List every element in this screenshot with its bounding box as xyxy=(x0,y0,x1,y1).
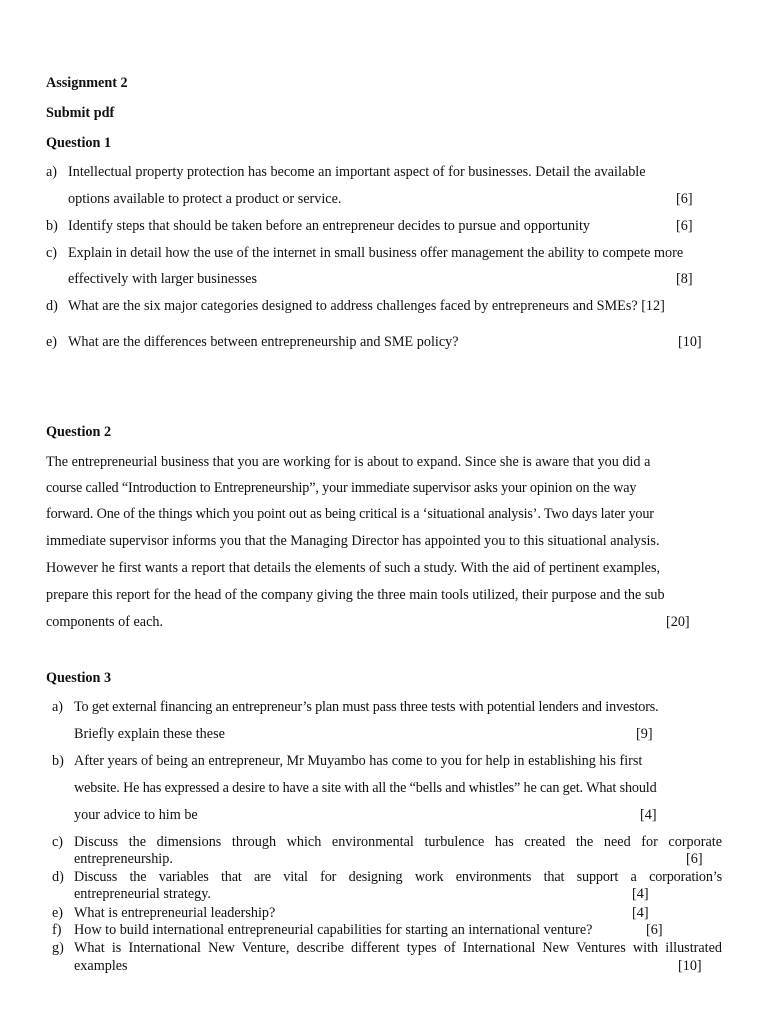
q1-c-marks: [8] xyxy=(676,271,693,287)
q3-a-letter: a) xyxy=(52,699,64,715)
q1-b-marks: [6] xyxy=(676,218,693,234)
q1-e-line-1: What are the differences between entrepreneurship and SME policy? xyxy=(68,334,459,350)
q3-b-letter: b) xyxy=(52,753,64,769)
q3-g-line-1: What is International New Venture, describe different types of International New Ventures with illustrated xyxy=(74,940,722,956)
q3-a-marks: [9] xyxy=(636,726,653,742)
q3-a-line-1: To get external financing an entrepreneur’s plan must pass three tests with potential lenders and investors. xyxy=(74,699,659,715)
q2-line-1: The entrepreneurial business that you are working for is about to expand. Since she is aware that you did a xyxy=(46,454,651,470)
q3-b-line-1: After years of being an entrepreneur, Mr Muyambo has come to you for help in establishing his first xyxy=(74,753,643,769)
assignment-title: Assignment 2 xyxy=(46,75,128,91)
q1-d-letter: d) xyxy=(46,298,58,314)
q2-marks: [20] xyxy=(666,614,690,630)
q3-b-line-3: your advice to him be xyxy=(74,807,198,823)
q3-g-marks: [10] xyxy=(678,958,702,974)
q2-line-4: immediate supervisor informs you that the Managing Director has appointed you to this situational analysis. xyxy=(46,533,660,549)
q1-b-line-1: Identify steps that should be taken before an entrepreneur decides to pursue and opportunity xyxy=(68,218,591,234)
q3-f-letter: f) xyxy=(52,922,62,938)
q3-c-line-1: Discuss the dimensions through which environmental turbulence has created the need for corporate xyxy=(74,834,722,850)
q2-line-6: prepare this report for the head of the company giving the three main tools utilized, their purpose and the sub xyxy=(46,587,665,603)
q3-e-marks: [4] xyxy=(632,905,649,921)
q1-a-letter: a) xyxy=(46,164,58,180)
question-3-title: Question 3 xyxy=(46,670,112,686)
q3-g-letter: g) xyxy=(52,940,64,956)
q1-e-letter: e) xyxy=(46,334,58,350)
q2-line-2: course called “Introduction to Entrepreneurship”, your immediate supervisor asks your opinion on the way xyxy=(46,480,637,496)
q1-a-line-2: options available to protect a product or service. xyxy=(68,191,342,207)
q1-c-letter: c) xyxy=(46,245,58,261)
q3-c-marks: [6] xyxy=(686,851,703,867)
question-1-title: Question 1 xyxy=(46,135,112,151)
submit-instruction: Submit pdf xyxy=(46,105,115,121)
q2-line-5: However he first wants a report that details the elements of such a study. With the aid of pertinent examples, xyxy=(46,560,661,576)
q1-a-line-1: Intellectual property protection has become an important aspect of for businesses. Detail the available xyxy=(68,164,646,180)
q1-c-line-1: Explain in detail how the use of the internet in small business offer management the ability to compete more xyxy=(68,245,684,261)
q3-a-line-2: Briefly explain these these xyxy=(74,726,225,742)
q3-b-marks: [4] xyxy=(640,807,657,823)
q2-line-7: components of each. xyxy=(46,614,164,630)
q3-c-letter: c) xyxy=(52,834,64,850)
q1-a-marks: [6] xyxy=(676,191,693,207)
q3-d-line-2: entrepreneurial strategy. xyxy=(74,886,211,902)
q1-c-line-2: effectively with larger businesses xyxy=(68,271,257,287)
q3-f-line-1: How to build international entrepreneurial capabilities for starting an international venture? xyxy=(74,922,593,938)
question-2-title: Question 2 xyxy=(46,424,112,440)
q3-f-marks: [6] xyxy=(646,922,663,938)
q3-g-line-2: examples xyxy=(74,958,128,974)
q1-b-letter: b) xyxy=(46,218,58,234)
q1-e-marks: [10] xyxy=(678,334,702,350)
q3-e-letter: e) xyxy=(52,905,64,921)
q2-line-3: forward. One of the things which you point out as being critical is a ‘situational analysis’. Two days later your xyxy=(46,506,654,522)
q3-d-marks: [4] xyxy=(632,886,649,902)
q3-e-line-1: What is entrepreneurial leadership? xyxy=(74,905,276,921)
q3-b-line-2: website. He has expressed a desire to have a site with all the “bells and whistles” he can get. What should xyxy=(74,780,657,796)
q3-c-line-2: entrepreneurship. xyxy=(74,851,173,867)
q3-d-line-1: Discuss the variables that are vital for designing work environments that support a corporation’s xyxy=(74,869,722,885)
q3-d-letter: d) xyxy=(52,869,64,885)
q1-d-line-1: What are the six major categories designed to address challenges faced by entrepreneurs and SMEs? [12] xyxy=(68,298,665,314)
